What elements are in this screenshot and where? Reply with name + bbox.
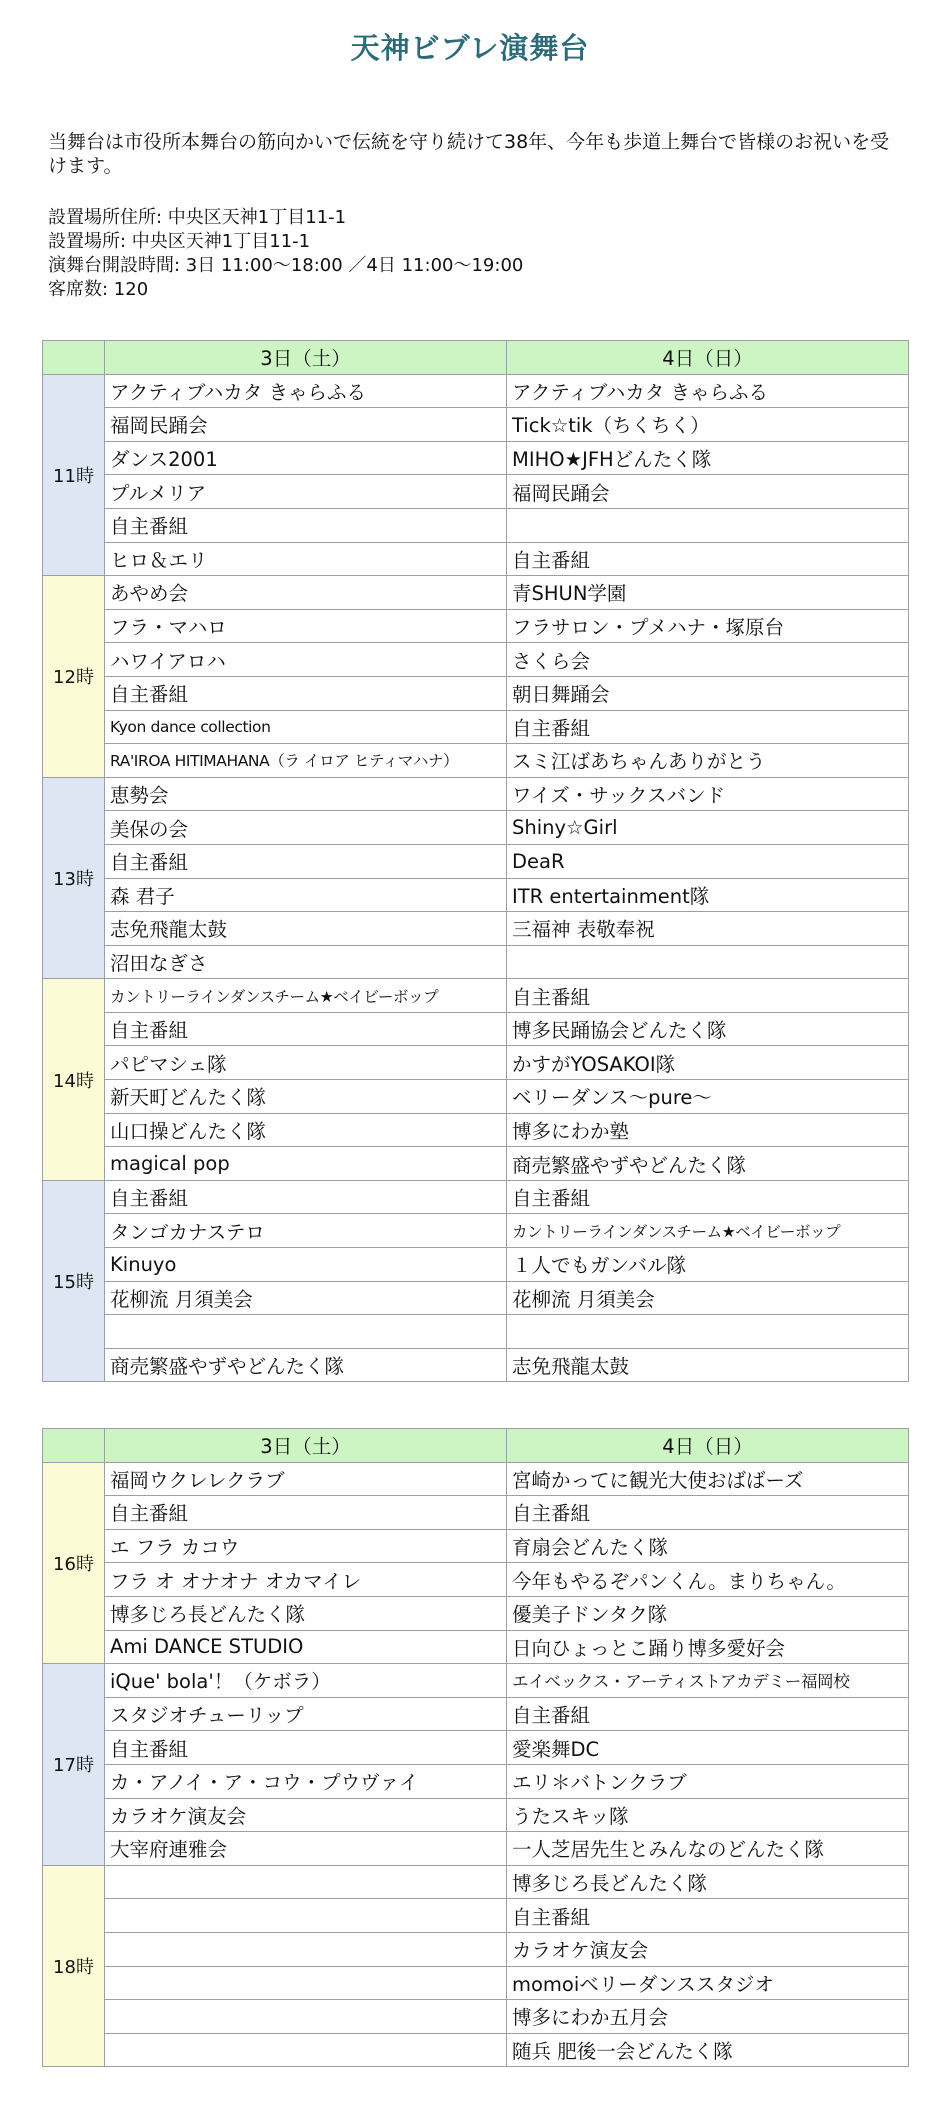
day4-performer-cell: DeaR	[507, 844, 909, 878]
day4-performer-cell: 自主番組	[507, 979, 909, 1013]
table-row	[43, 1080, 909, 1114]
day3-performer-cell: Kinuyo	[105, 1248, 507, 1282]
day3-performer-cell	[105, 1315, 507, 1349]
day3-performer-cell: 恵勢会	[105, 777, 507, 811]
day4-performer-cell: 三福神 表敬奉祝	[507, 912, 909, 946]
day3-performer-cell: フラ オ オナオナ オカマイレ	[105, 1563, 507, 1597]
day4-performer-cell: 青SHUN学園	[507, 576, 909, 610]
table-row	[43, 1214, 909, 1248]
table-row	[43, 1966, 909, 2000]
table-row	[43, 542, 909, 576]
table-row	[43, 1832, 909, 1866]
day3-performer-cell: magical pop	[105, 1147, 507, 1181]
day4-performer-cell: 福岡民踊会	[507, 475, 909, 509]
table-row	[43, 811, 909, 845]
day3-performer-cell: 美保の会	[105, 811, 507, 845]
day4-performer-cell: 自主番組	[507, 1697, 909, 1731]
day3-performer-cell	[105, 1899, 507, 1933]
day4-performer-cell: カラオケ演友会	[507, 1932, 909, 1966]
table-header-row	[43, 1429, 909, 1463]
day4-performer-cell: Shiny☆Girl	[507, 811, 909, 845]
day4-performer-cell	[507, 1315, 909, 1349]
hour-cell: 18時	[43, 1865, 105, 2067]
day4-performer-cell: 今年もやるぞパンくん。まりちゃん。	[507, 1563, 909, 1597]
info-seats: 客席数: 120	[48, 279, 149, 300]
day4-performer-cell: 志免飛龍太鼓	[507, 1348, 909, 1382]
day4-performer-cell: ITR entertainment隊	[507, 878, 909, 912]
header-day-3: 3日（土）	[105, 1429, 507, 1463]
table-header-row	[43, 341, 909, 375]
day4-performer-cell	[507, 945, 909, 979]
day3-performer-cell: プルメリア	[105, 475, 507, 509]
day3-performer-cell: スタジオチューリップ	[105, 1697, 507, 1731]
info-location: 設置場所: 中央区天神1丁目11-1	[48, 231, 311, 252]
table-row	[43, 1932, 909, 1966]
table-row	[43, 1113, 909, 1147]
day3-performer-cell	[105, 1932, 507, 1966]
table-row	[43, 609, 909, 643]
day4-performer-cell: 博多民踊協会どんたく隊	[507, 1012, 909, 1046]
table-row	[43, 1462, 909, 1496]
header-corner	[43, 1429, 105, 1463]
day3-performer-cell: 自主番組	[105, 676, 507, 710]
day4-performer-cell: 一人芝居先生とみんなのどんたく隊	[507, 1832, 909, 1866]
day3-performer-cell: 自主番組	[105, 1180, 507, 1214]
hour-cell: 13時	[43, 777, 105, 979]
table-row	[43, 1315, 909, 1349]
day3-performer-cell: タンゴカナステロ	[105, 1214, 507, 1248]
table-row	[43, 2000, 909, 2034]
day3-performer-cell: 福岡民踊会	[105, 408, 507, 442]
day4-performer-cell: さくら会	[507, 643, 909, 677]
day3-performer-cell: 商売繁盛やずやどんたく隊	[105, 1348, 507, 1382]
info-address: 設置場所住所: 中央区天神1丁目11-1	[48, 207, 347, 228]
hour-cell: 14時	[43, 979, 105, 1181]
hour-cell: 12時	[43, 576, 105, 778]
day4-performer-cell: 博多にわか五月会	[507, 2000, 909, 2034]
table-row	[43, 441, 909, 475]
day3-performer-cell: 志免飛龍太鼓	[105, 912, 507, 946]
table-row	[43, 643, 909, 677]
header-corner	[43, 341, 105, 375]
table-row	[43, 1798, 909, 1832]
header-day-3: 3日（土）	[105, 341, 507, 375]
info-hours: 演舞台開設時間: 3日 11:00～18:00 ／4日 11:00～19:00	[48, 255, 524, 276]
day3-performer-cell: カ・アノイ・ア・コウ・プウヴァイ	[105, 1764, 507, 1798]
table-row	[43, 408, 909, 442]
day4-performer-cell: かすがYOSAKOI隊	[507, 1046, 909, 1080]
day3-performer-cell: エ フラ カコウ	[105, 1529, 507, 1563]
day4-performer-cell: 自主番組	[507, 542, 909, 576]
hour-cell: 17時	[43, 1664, 105, 1866]
table-row	[43, 374, 909, 408]
day4-performer-cell: 随兵 肥後一会どんたく隊	[507, 2033, 909, 2067]
day4-performer-cell: フラサロン・プメハナ・塚原台	[507, 609, 909, 643]
day4-performer-cell: 朝日舞踊会	[507, 676, 909, 710]
table-row	[43, 1731, 909, 1765]
day3-performer-cell: RA'IROA HITIMAHANA（ラ イロア ヒティマハナ）	[105, 744, 507, 778]
schedule-table-2	[42, 1428, 909, 2067]
table-row	[43, 1348, 909, 1382]
day3-performer-cell: 大宰府連雅会	[105, 1832, 507, 1866]
day4-performer-cell: 商売繁盛やずやどんたく隊	[507, 1147, 909, 1181]
day3-performer-cell: 自主番組	[105, 1012, 507, 1046]
table-row	[43, 1865, 909, 1899]
page-title: 天神ビブレ演舞台	[350, 31, 590, 65]
day4-performer-cell: MIHO★JFHどんたく隊	[507, 441, 909, 475]
day3-performer-cell: 森 君子	[105, 878, 507, 912]
day4-performer-cell: ワイズ・サックスバンド	[507, 777, 909, 811]
table-row	[43, 2033, 909, 2067]
table-row	[43, 1281, 909, 1315]
day4-performer-cell: 博多にわか塾	[507, 1113, 909, 1147]
day3-performer-cell	[105, 1865, 507, 1899]
table-row	[43, 1764, 909, 1798]
day3-performer-cell: カラオケ演友会	[105, 1798, 507, 1832]
table-row	[43, 844, 909, 878]
table-row	[43, 1630, 909, 1664]
hour-cell: 16時	[43, 1462, 105, 1664]
day3-performer-cell: フラ・マハロ	[105, 609, 507, 643]
table-row	[43, 1012, 909, 1046]
table-row	[43, 1664, 909, 1698]
day3-performer-cell: 博多じろ長どんたく隊	[105, 1596, 507, 1630]
table-row	[43, 1147, 909, 1181]
day3-performer-cell: アクティブハカタ きゃらふる	[105, 374, 507, 408]
day4-performer-cell: アクティブハカタ きゃらふる	[507, 374, 909, 408]
day3-performer-cell: ヒロ＆エリ	[105, 542, 507, 576]
day3-performer-cell: 自主番組	[105, 844, 507, 878]
table-row	[43, 576, 909, 610]
day3-performer-cell: パピマシェ隊	[105, 1046, 507, 1080]
day4-performer-cell: 博多じろ長どんたく隊	[507, 1865, 909, 1899]
table-row	[43, 475, 909, 509]
day3-performer-cell: 新天町どんたく隊	[105, 1080, 507, 1114]
intro-text: 当舞台は市役所本舞台の筋向かいで伝統を守り続けて38年、今年も歩道上舞台で皆様のお祝いを受けます。	[48, 131, 890, 177]
day3-performer-cell: あやめ会	[105, 576, 507, 610]
day3-performer-cell: 山口操どんたく隊	[105, 1113, 507, 1147]
day4-performer-cell: エリ＊バトンクラブ	[507, 1764, 909, 1798]
day4-performer-cell: エイベックス・アーティストアカデミー福岡校	[507, 1664, 909, 1698]
table-row	[43, 1046, 909, 1080]
table-row	[43, 1697, 909, 1731]
table-row	[43, 744, 909, 778]
header-day-4: 4日（日）	[507, 341, 909, 375]
day4-performer-cell: １人でもガンバル隊	[507, 1248, 909, 1282]
header-day-4: 4日（日）	[507, 1429, 909, 1463]
table-row	[43, 1496, 909, 1530]
table-row	[43, 1248, 909, 1282]
day3-performer-cell: Kyon dance collection	[105, 710, 507, 744]
day3-performer-cell: 自主番組	[105, 508, 507, 542]
day3-performer-cell	[105, 2033, 507, 2067]
day3-performer-cell: ハワイアロハ	[105, 643, 507, 677]
day3-performer-cell: 沼田なぎさ	[105, 945, 507, 979]
day4-performer-cell: 育扇会どんたく隊	[507, 1529, 909, 1563]
day4-performer-cell: 優美子ドンタク隊	[507, 1596, 909, 1630]
day4-performer-cell: Tick☆tik（ちくちく）	[507, 408, 909, 442]
day3-performer-cell: ダンス2001	[105, 441, 507, 475]
table-row	[43, 676, 909, 710]
day4-performer-cell	[507, 508, 909, 542]
table-row	[43, 1899, 909, 1933]
day3-performer-cell: 自主番組	[105, 1496, 507, 1530]
table-row	[43, 979, 909, 1013]
day4-performer-cell: 花柳流 月須美会	[507, 1281, 909, 1315]
table-row	[43, 878, 909, 912]
hour-cell: 15時	[43, 1180, 105, 1382]
day3-performer-cell: Ami DANCE STUDIO	[105, 1630, 507, 1664]
day3-performer-cell: 自主番組	[105, 1731, 507, 1765]
day4-performer-cell: 愛楽舞DC	[507, 1731, 909, 1765]
table-row	[43, 710, 909, 744]
table-row	[43, 777, 909, 811]
day3-performer-cell	[105, 1966, 507, 2000]
schedule-table-1	[42, 340, 909, 1382]
day4-performer-cell: 日向ひょっとこ踊り博多愛好会	[507, 1630, 909, 1664]
day4-performer-cell: momoiベリーダンススタジオ	[507, 1966, 909, 2000]
day3-performer-cell	[105, 2000, 507, 2034]
table-row	[43, 1180, 909, 1214]
day4-performer-cell: ベリーダンス～pure～	[507, 1080, 909, 1114]
day4-performer-cell: 自主番組	[507, 1496, 909, 1530]
day4-performer-cell: 宮崎かってに観光大使おばばーズ	[507, 1462, 909, 1496]
stage-info	[48, 206, 523, 302]
day4-performer-cell: 自主番組	[507, 1180, 909, 1214]
day3-performer-cell: iQue' bola'！（ケボラ）	[105, 1664, 507, 1698]
day4-performer-cell: カントリーラインダンスチーム★ベイビーボップ	[507, 1214, 909, 1248]
table-row	[43, 1563, 909, 1597]
table-row	[43, 912, 909, 946]
table-row	[43, 1529, 909, 1563]
day4-performer-cell: 自主番組	[507, 1899, 909, 1933]
hour-cell: 11時	[43, 374, 105, 576]
table-row	[43, 945, 909, 979]
table-row	[43, 1596, 909, 1630]
day4-performer-cell: スミ江ばあちゃんありがとう	[507, 744, 909, 778]
day3-performer-cell: 花柳流 月須美会	[105, 1281, 507, 1315]
day3-performer-cell: カントリーラインダンスチーム★ベイビーボップ	[105, 979, 507, 1013]
day4-performer-cell: うたスキッ隊	[507, 1798, 909, 1832]
table-row	[43, 508, 909, 542]
day3-performer-cell: 福岡ウクレレクラブ	[105, 1462, 507, 1496]
day4-performer-cell: 自主番組	[507, 710, 909, 744]
